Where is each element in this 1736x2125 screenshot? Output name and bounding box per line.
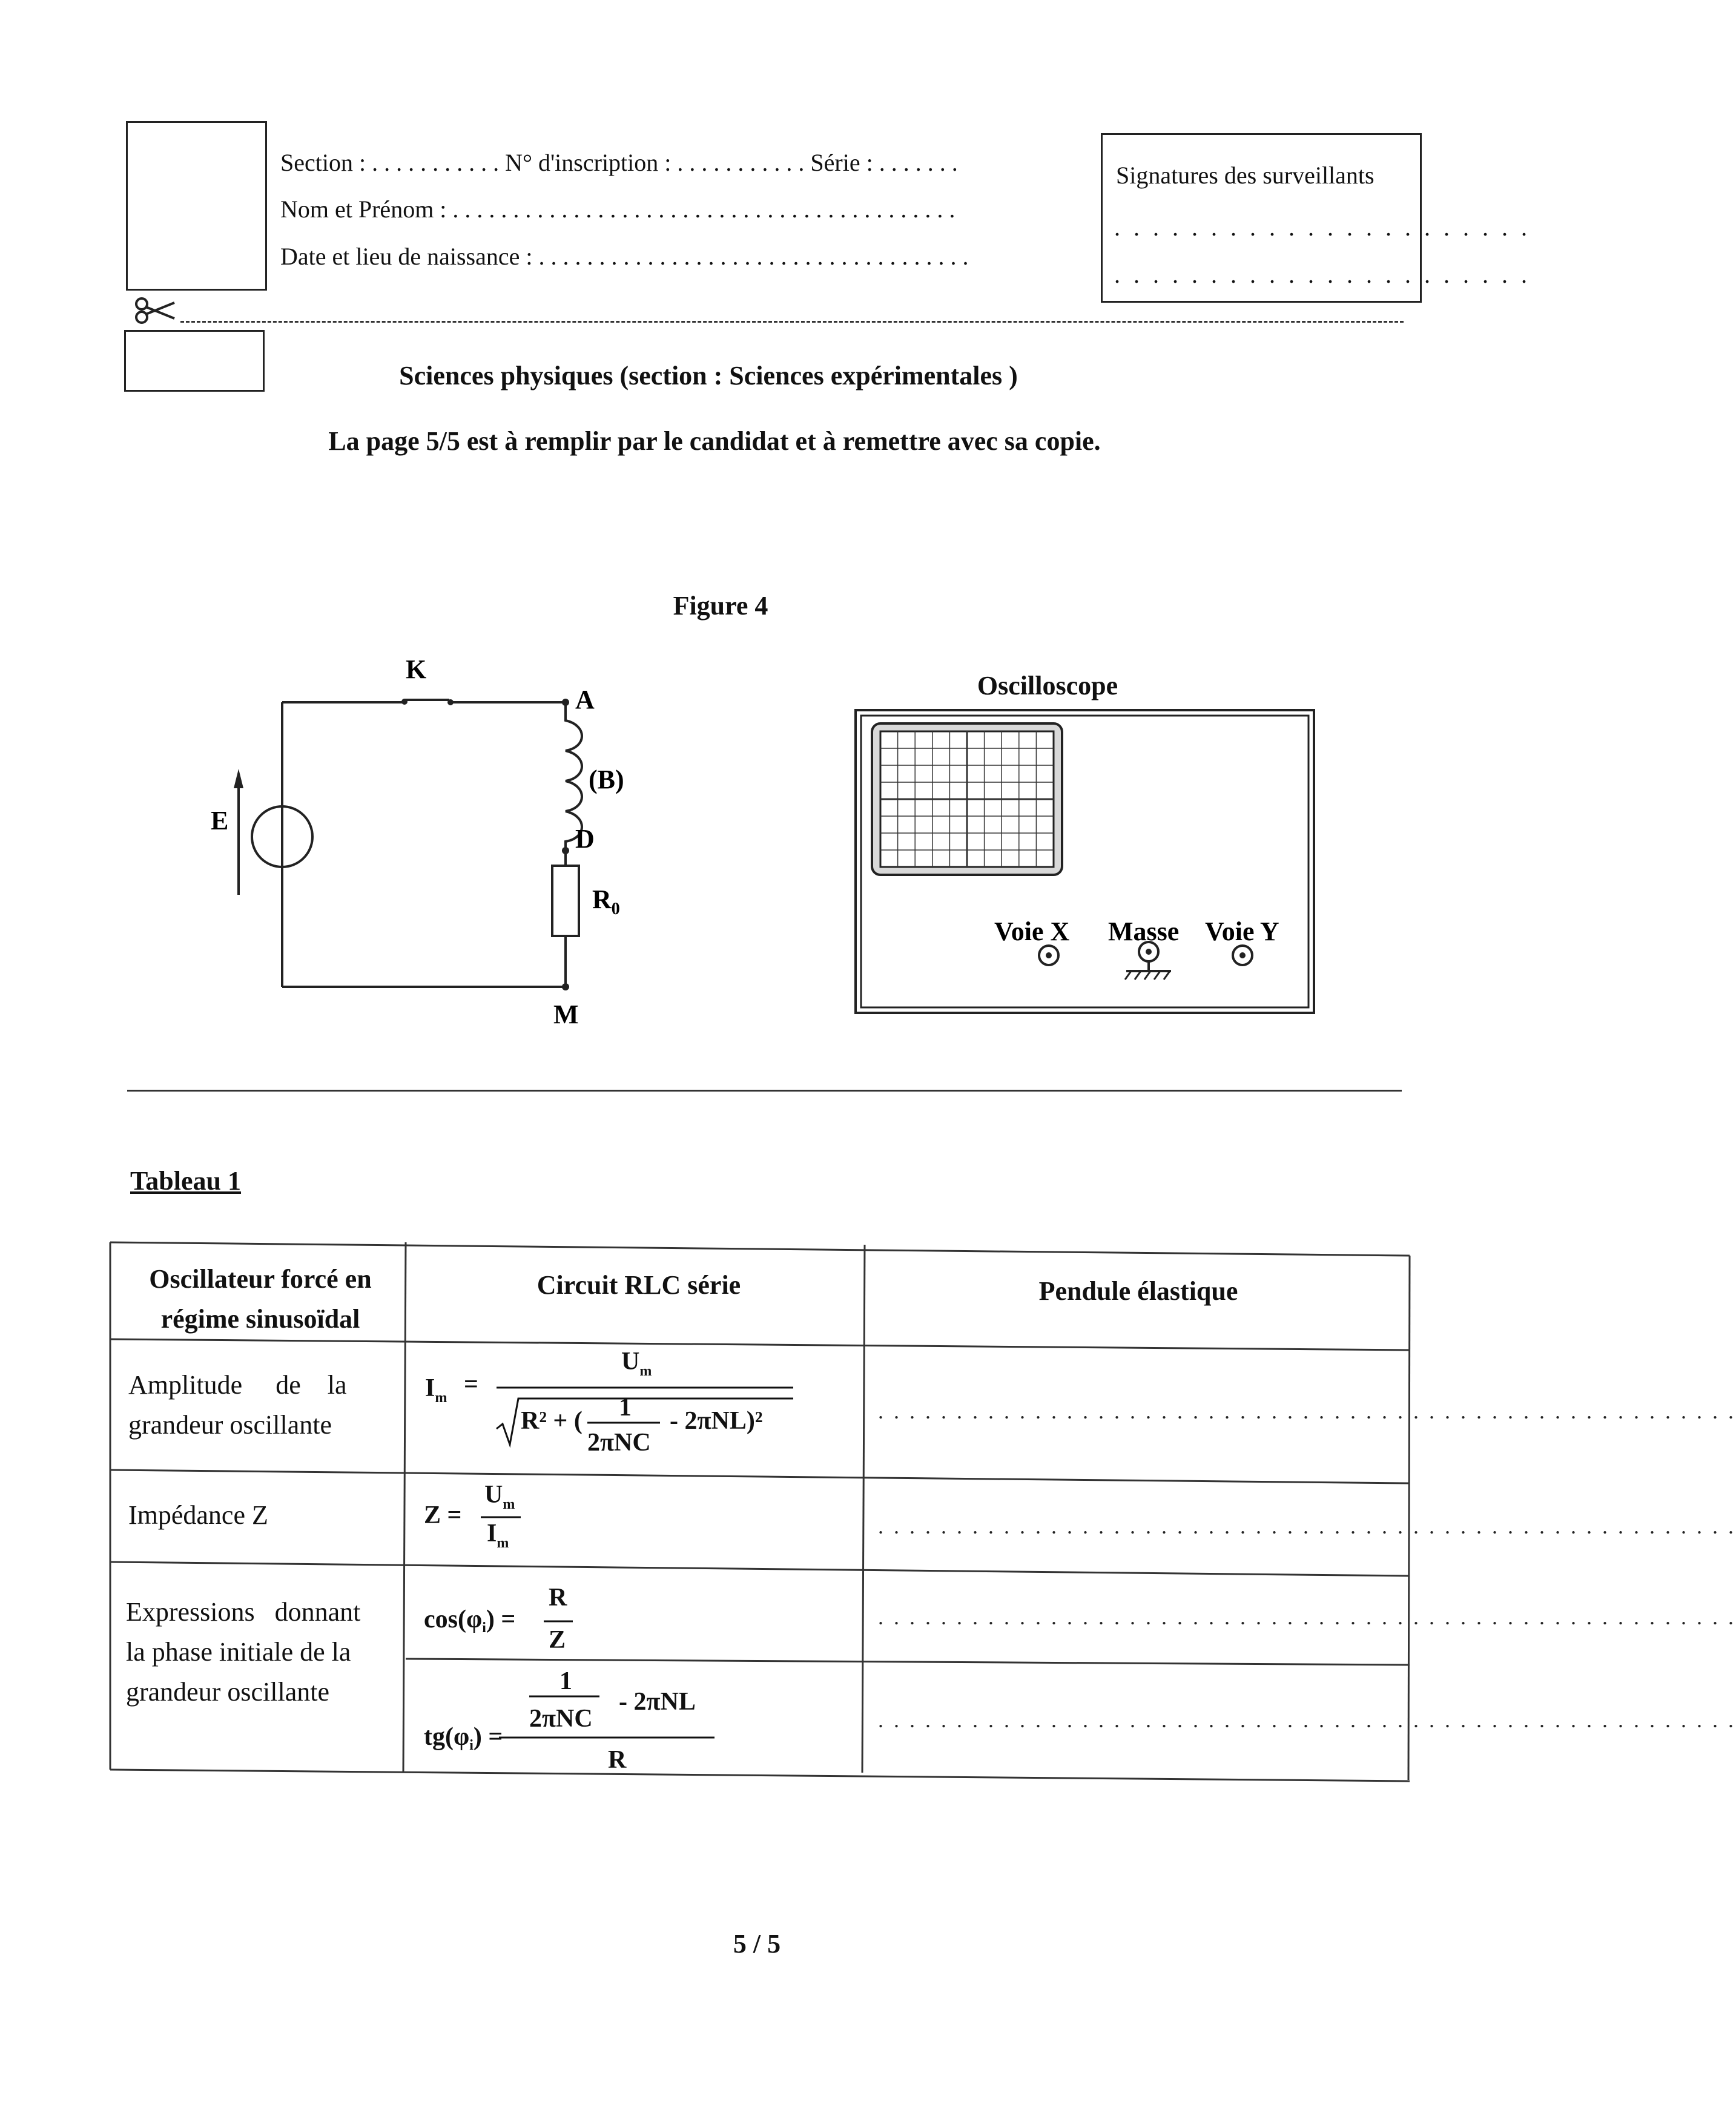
ground-hatch (1125, 971, 1170, 980)
header-pendulum: Pendule élastique (1038, 1276, 1238, 1306)
header-rlc: Circuit RLC série (536, 1270, 741, 1300)
switch-label: K (406, 654, 427, 684)
formula-um-1: $U_m$ (621, 1348, 652, 1379)
row-phase-line-1: Expressions donnant (126, 1597, 361, 1627)
ground-pin (1146, 949, 1152, 955)
signature-line-2[interactable]: . . . . . . . . . . . . . . . . . . . . . . (1114, 261, 1531, 288)
row-amplitude-label (128, 1365, 407, 1445)
signature-line-1[interactable]: . . . . . . . . . . . . . . . . . . . . . . (1114, 214, 1531, 241)
answer-amplitude[interactable]: . . . . . . . . . . . . . . . . . . . . . . . . . . . . . . . . . . . . . . . . . . . . . . . . . . . . . . . (878, 1399, 1736, 1423)
formula-r-cos: R (549, 1584, 567, 1612)
formulas (406, 1338, 866, 1780)
node-a-label: A (575, 685, 595, 714)
scissors-icon (134, 295, 177, 326)
circuit-diagram (200, 648, 660, 1035)
source-label: E (211, 806, 229, 835)
formula-one-2: 1 (559, 1667, 572, 1695)
answer-cos[interactable]: . . . . . . . . . . . . . . . . . . . . . . . . . . . . . . . . . . . . . . . . . . . . . . . . . . . . . . . (878, 1605, 1736, 1629)
formula-2pinc-2: 2πNC (529, 1705, 593, 1733)
row-phase-line-3: grandeur oscillante (126, 1677, 329, 1707)
header-oscillator-line-1: Oscillateur forcé en (149, 1264, 372, 1294)
section-field[interactable]: Section : . . . . . . . . . . . N° d'inscription : . . . . . . . . . . . Série : . . . . . . . (280, 149, 958, 176)
instructions: La page 5/5 est à remplir par le candidat et à remettre avec sa copie. (328, 426, 1101, 456)
row-phase-label (126, 1592, 411, 1712)
table-caption: Tableau 1 (130, 1166, 242, 1196)
formula-r-tg: R (608, 1746, 627, 1774)
switch-contact-1 (401, 699, 408, 705)
channel-y-label: Voie Y (1205, 917, 1279, 946)
ground-label: Masse (1108, 917, 1180, 946)
answer-impedance[interactable]: . . . . . . . . . . . . . . . . . . . . . . . . . . . . . . . . . . . . . . . . . . . . . . . . . . . . . . . (878, 1514, 1736, 1538)
oscilloscope (854, 708, 1317, 1017)
formula-eq-1: = (464, 1371, 478, 1399)
formula-r2: R² + ( (521, 1407, 583, 1435)
formula-im-2: $I_m$ (487, 1520, 509, 1551)
coil-label: (B) (589, 765, 624, 794)
channel-y-pin (1239, 952, 1246, 958)
row-impedance-label: Impédance Z (128, 1500, 268, 1530)
photo-box (126, 121, 267, 291)
cut-line (180, 321, 1404, 323)
resistor-label: $R_0$ (592, 885, 620, 918)
resistor-r0 (552, 866, 579, 936)
channel-x-label: Voie X (994, 917, 1070, 946)
page-number: 5 / 5 (733, 1929, 781, 1959)
formula-um-2: $U_m$ (484, 1481, 515, 1512)
emf-arrowhead (234, 769, 243, 788)
node-m-dot (562, 983, 569, 990)
oscilloscope-label: Oscilloscope (977, 671, 1118, 700)
section-divider (127, 1090, 1402, 1092)
birth-field[interactable]: Date et lieu de naissance : . . . . . . . . . . . . . . . . . . . . . . . . . . . . . . . . . . . . (280, 243, 969, 270)
row-amplitude-line-2: grandeur oscillante (128, 1410, 332, 1440)
figure-caption: Figure 4 (673, 591, 768, 621)
row-amplitude-line-1: Amplitude de la (128, 1370, 347, 1400)
row-phase-line-2: la phase initiale de la (126, 1637, 351, 1667)
formula-im: $I_m$ (425, 1374, 447, 1406)
subject-title: Sciences physiques (section : Sciences expérimentales ) (399, 361, 1018, 390)
formula-cos: cos(φi) = (424, 1606, 516, 1636)
node-d-label: D (575, 824, 595, 854)
channel-x-pin (1046, 952, 1052, 958)
header-oscillator-line-2: régime sinusoïdal (160, 1304, 360, 1334)
answer-tg[interactable]: . . . . . . . . . . . . . . . . . . . . . . . . . . . . . . . . . . . . . . . . . . . . . . . . . . . . . . . (878, 1708, 1736, 1732)
name-field[interactable]: Nom et Prénom : . . . . . . . . . . . . . . . . . . . . . . . . . . . . . . . . . . . . . . . . . . (280, 196, 955, 223)
formula-minus-2pinl-sq: - 2πNL)² (670, 1407, 763, 1435)
formula-z-eq: Z = (424, 1501, 462, 1529)
node-m-label: M (553, 1000, 579, 1029)
signatures-label: Signatures des surveillants (1116, 162, 1375, 189)
formula-tg: tg(φi) = (424, 1723, 503, 1753)
formula-2pinc-1: 2πNC (587, 1429, 651, 1457)
formula-minus-2pinl: - 2πNL (619, 1688, 696, 1716)
code-box (124, 330, 265, 392)
formula-one-1: 1 (619, 1394, 632, 1422)
header-oscillator (115, 1259, 406, 1339)
formula-z-cos: Z (549, 1626, 566, 1654)
